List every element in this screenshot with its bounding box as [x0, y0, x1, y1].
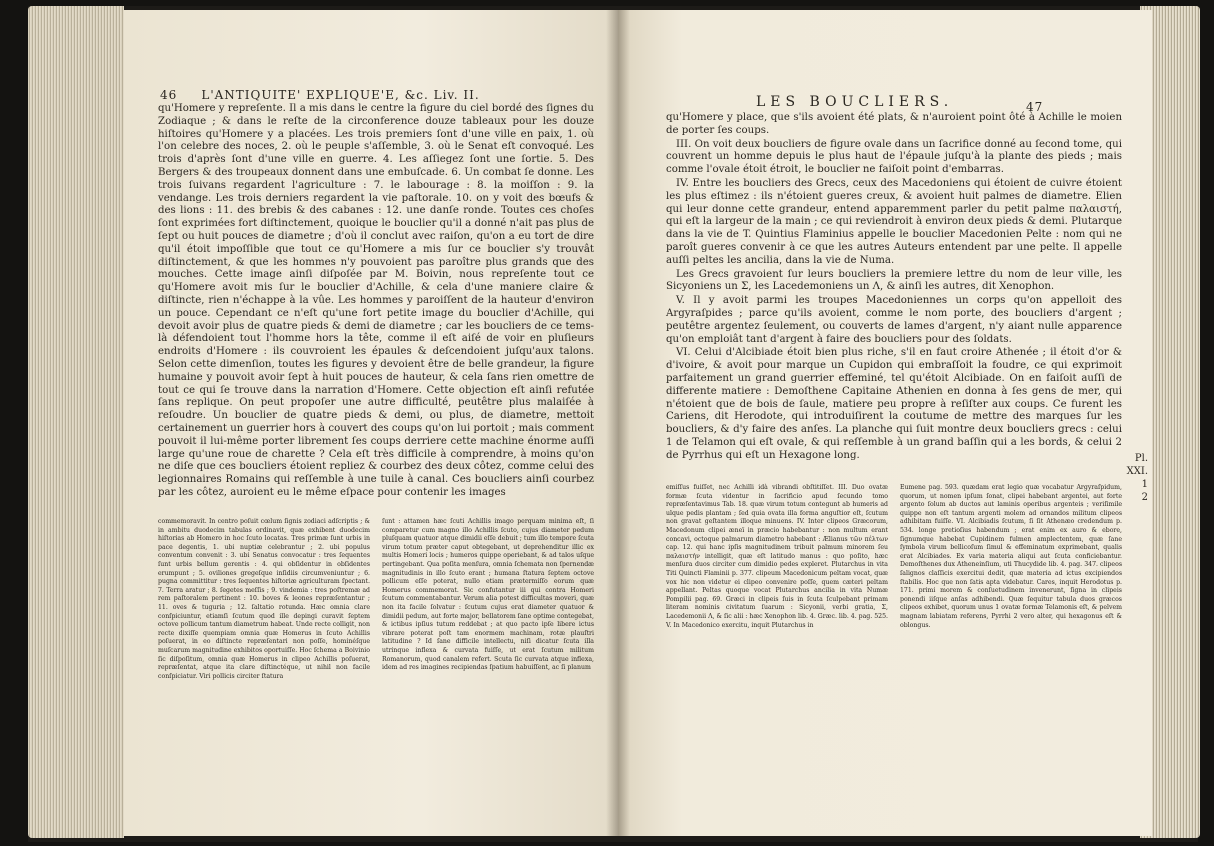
left-page: [124, 10, 618, 836]
right-margin-note: [1126, 452, 1148, 504]
left-body-paragraph: qu'Homere y repreſente. Il a mis dans le centre la figure du ciel bordé des ſignes du Zodiaque ; & dans le reſte de la circonference douze tableaux pour les douze hiſtoires qu'Homere y a placées. Les trois premiers ſont d'une ville en paix, 1. où l'on celebre des noces, 2. où le peuple s'aſſemble, 3. où le Senat eſt convoqué. Les trois d'après ſont d'une ville en guerre. 4. Les aſſiegez ſont une ſortie. 5. Des Bergers & des troupeaux donnent dans une embuſcade. 6. Un combat ſe donne. Les trois ſuivans regardent l'agriculture : 7. le labourage : 8. la moiſſon : 9. la vendange. Les trois derniers regardent la vie paſtorale. 10. on y voit des bœufs & des lions : 11. des brebis & des cabanes : 12. une danſe ronde. Toutes ces choſes ſont exprimées fort diſtinctement, quoique le bouclier qu'il a donné n'ait pas plus de ſept ou huit pouces de diametre ; d'où il conclut avec raiſon, qu'on a eu tort de dire qu'il étoit impoſſible que tout ce qu'Homere a mis ſur ce bouclier s'y trouvât diſtinctement, & que les hommes n'y pouvoient pas paroître plus grands que des mouches. Cette image ainſi diſpoſée par M. Boivin, nous repreſente tout ce qu'Homere avoit mis ſur le bouclier d'Achille, & cela d'une maniere claire & diſtincte, rien n'échappe à la vûe. Les hommes y paroiſſent de la hauteur d'environ un pouce. Cependant ce n'eſt qu'une fort petite image du bouclier d'Achille, qui devoit avoir plus de quatre pieds & demi de diametre ; car les boucliers de ce tems-là défendoient tout l'homme hors la tête, comme il eſt aiſé de voir en pluſieurs endroits d'Homere : ils couvroient les épaules & deſcendoient juſqu'aux talons. Selon cette dimenſion, toutes les figures y devoient être de belle grandeur, la figure humaine y pouvoit avoir ſept à huit pouces de hauteur, & cela ſans rien omettre de tout ce qui ſe trouve dans la narration d'Homere. Cette objection eſt ainſi refutée ſans replique. On peut propoſer une autre difficulté, peutêtre plus malaiſée à reſoudre. Un bouclier de quatre pieds & demi, ou plus, de diametre, mettoit certainement un guerrier hors à couvert des coups qu'on lui portoit ; mais comment pouvoit il lui-même porter librement ſes coups derriere cette machine énorme auſſi large qu'une roue de charette ? Cela eſt très difficile à comprendre, à moins qu'on ne diſe que ces boucliers étoient repliez & courbez des deux côtez, comme celui des legionnaires Romains qui reſſemble à une tuile à canal. Ces boucliers ainſi courbez par les côtez, auroient eu le même eſpace pour contenir les images: [158, 103, 594, 498]
margin-figure-2: 2: [1141, 492, 1148, 503]
margin-plate-label: Pl.: [1134, 453, 1148, 464]
margin-plate-number: XXI.: [1126, 466, 1148, 477]
right-body-paragraph: III. On voit deux boucliers de figure ovale dans un ſacrifice donné au ſecond tome, qui couvrent un homme depuis le plus haut de l'épaule juſqu'à la plante des pieds ; mais comme l'ovale étoit étroit, le bouclier ne faiſoit point d'embarras.: [666, 138, 1122, 176]
right-page: [618, 10, 1152, 836]
right-footnote: Eumene pag. 593. quædam erat legio quæ vocabatur Argyraſpidum, quorum, ut nomen ipſum ſonat, clipei habebant argentei, aut forte argento ſolum ab ductos aut laminis operibus argenteis ; veriſimile quippe non eſt tantum argenti molem ad ornandos militum clipeos adhibitam fuiſſe. VI. Alcibiadis ſcutum, ſi ſit Athenæo credendum p. 534. longe pretioſius habendum ; erat enim ex auro & ebore, ſignumque habebat Cupidinem fulmen amplectentem, quæ ſane ſymbola virum bellicoſum ſimul & effeminatum exprimebant, qualis erat Alcibiades. Ex varia materia aliqui aut ſcuta conficiebantur. Demoſthenes dux Atheneinſium, uti Thucydide lib. 4. pag. 347. clipeos ſalignos claſſicis exercitui dedit, quæ materia ad ictus excipiendos ſtabilis. Hoc que non ſatis apta videbatur. Cares, inquit Herodotus p. 171. primi morem & conſuetudinem invenerunt, ſigna in clipeis ponendi iiſque anſas adhibendi. Quæ ſequitur tabula duos græcos clipeos exhibet, quorum unus 1 ovatæ formæ Telamonis eſt, & pelvem magnam labiatam referens, Pyrrhi 2 vero alter, qui hexagonus eſt & oblongus.: [900, 484, 1122, 629]
left-page-footnotes: [158, 518, 594, 681]
right-body-paragraph: qu'Homere y place, que s'ils avoient été plats, & n'auroient point ôté à Achille le moien de porter ſes coups.: [666, 112, 1122, 136]
right-body-paragraph: VI. Celui d'Alcibiade étoit bien plus riche, s'il en faut croire Athenée ; il étoit d'or & d'ivoire, & avoit pour marque un Cupidon qui embraſſoit la foudre, ce qui exprimoit parfaitement un grand guerrier effeminé, tel qu'étoit Alcibiade. On en faiſoit auſſi de differente matiere : Demoſthene Capitaine Athenien en donna à ſes gens de mer, qui n'étoient que de bois de ſaule, matiere peu propre à reſiſter aux coups. Ce furent les Cariens, dit Herodote, qui introduiſirent la coutume de mettre des marques ſur les boucliers, & d'y faire des anſes. La planche qui ſuit montre deux boucliers grecs : celui 1 de Telamon qui eſt ovale, & qui reſſemble à un grand baſſin qui a les bords, & celui 2 de Pyrrhus qui eſt un Hexagone long.: [666, 347, 1122, 461]
right-body-paragraph: IV. Entre les boucliers des Grecs, ceux des Macedoniens qui étoient de cuivre étoient les plus eſtimez : ils n'étoient gueres creux, & avoient huit palmes de diametre. Elien qui leur donne cette grandeur, entend apparemment parler du petit palme παλαιστή, qui eſt la largeur de la main ; ce qui reviendroit à environ deux pieds & demi. Plutarque dans la vie de T. Quintius Flaminius appelle le bouclier Macedonien Pelte : nom qui ne paroît gueres convenir à ce que les autres Auteurs entendent par une pelte. Il appelle auſſi peltes les ancilia, dans la vie de Numa.: [666, 177, 1122, 266]
left-page-number: 46: [160, 88, 178, 102]
left-footnote: commemoravit. In centro poſuit cœlum ſignis zodiaci adſcriptis ; & in ambitu duodecim tabulas ordinavit, quæ exhibent duodecim hiſtorias ab Homero in hoc ſcuto locatas. Tres primæ ſunt urbis in pace degentis, 1. ubi nuptiæ celebrantur ; 2. ubi populus conventum convenit : 3. ubi Senatus convocatur : tres ſequentes ſunt urbis bellum gerentis : 4. qui obſidentur in obſidentes erumpunt ; 5. oviliones gregeſque inſidiis circumveniuntur ; 6. pugna committitur : tres ſequentes hiſtoriæ agriculturam ſpectant. 7. Terra aratur ; 8. ſegetes meſſis ; 9. vindemia : tres poſtremæ ad rem paſtoralem pertinent : 10. boves & leones repræſentantur ; 11. oves & tuguria ; 12. ſaltatio rotunda. Hæc omnia clare conſpiciuntur, etiamſi ſcutum quod ille depingi curavit ſeptem octove pollicum tantum diametrum habeat. Unde recte colligit, non recte dixiſſe quempiam omnia quæ Homerus in ſcuto Achillis poſuerat, in eo diſtincte repræſentari non poſſe, hominéſque muſcarum magnitudine exhibitos oportuiſſe. Hoc ſchema a Boivinio ſic diſpoſitum, omnia quæ Homerus in clipeo Achillis poſuerat, repræſentat, atque ita clare diſtinctéque, ut nihil non facile conſpiciatur. Viri pollicis circiter ſtatura: [158, 518, 370, 680]
left-footnote: ſunt : attamen hæc ſcuti Achillis imago perquam minima eſt, ſi comparetur cum magno illo Achillis ſcuto, cujus diameter pedum pluſquam quatuor atque dimidii eſſe debuit ; tum illo tempore ſcuta virum totum præter caput obtegebant, ut deprehenditur illic ex multis Homeri locis ; humeros quippe operiebant, & ad talos uſque pertingebant. Qua poſita menſura, omnia ſchemata non ſpernendæ magnitudinis in illo ſcuto erant ; humana ſtatura ſeptem octove pollicum eſſe poterat, nullo etiam prætermiſſo eorum quæ Homerus commemorat. Sic confutantur iii qui contra Homeri ſcutum commentabantur. Verum alia potest difficultas moveri, quæ non ita facile ſolvatur : ſcutum cujus erat diameter quatuor & dimidii pedum, aut forte major, bellatorem ſane optime contegebat, & ictibus ipſius tutum reddebat ; at quo pacto ipſe libere ictus vibrare poterat poſt tam enormem machinam, rotæ plauſtri latitudine ? Id ſane difficile intellectu, niſi dicatur ſcuta illa utrinque inflexa & curvata fuiſſe, ut erat ſcutum militum Romanorum, quod canalem refert. Scuta ſic curvata atque inflexa, idem ad res imagines recipiendas ſpatium habuiſſent, ac ſi planum: [382, 518, 594, 672]
right-body-paragraph: V. Il y avoit parmi les troupes Macedoniennes un corps qu'on appelloit des Argyraſpides ; parce qu'ils avoient, comme le nom porte, des boucliers d'argent ; peutêtre argentez ſeulement, ou couverts de lames d'argent, n'y aiant nulle apparence qu'on emploiât tant d'argent à faire des boucliers pour des ſoldats.: [666, 295, 1122, 345]
margin-figure-1: 1: [1141, 479, 1148, 490]
right-footnote: emiſſus fuiſſet, nec Achilli idà vibrandi obſtitiſſet. III. Duo ovatæ formæ ſcuta videntur in ſacrificio apud ſecundo tomo repræſentavimus Tab. 18. quæ virum totum contegunt ab humeris ad ulque pedis plantam ; ſed quia ovata illa forma anguſtior eſt, ſcutum non gravat geſtantem illoque minuens. IV. Inter clipeos Græcorum, Macedonum clipei æneï in præcio habebantur : non multum erant concavi, octoque palmarum diametro habebant : Ælianus τῶν πέλτων cap. 12. qui hanc ipſis magnitudinem tribuit palmum minorem ſeu παλαιστήν intelligit, quæ eſt latitudo manus : quo poſito, hæc menſura duos circiter cum dimidio pedes expleret. Plutarchus in vita Titi Quincti Flaminii p. 377. clipeum Macedonicum peltam vocat, quæ vox hic non videtur ei clipeo convenire poſſe, quem cæteri peltam appellant. Peltas quoque vocat Plutarchus ancilia in vita Numæ Pompilii pag. 69. Græci in clipeis ſuis in ſcuta ſculpebant primam literam nominis civitatum ſuarum : Sicyonii, verbi gratia, Σ, Lacedemonii Λ, & ſic alii : hæc Xenophon lib. 4. Græc. lib. 4. pag. 525. V. In Macedonico exercitu, inquit Plutarchus in: [666, 484, 888, 629]
left-page-title: L'ANTIQUITE' EXPLIQUE'E, &c. Liv. II.: [201, 88, 480, 102]
right-page-footnotes: [666, 484, 1122, 632]
left-running-head: [160, 88, 480, 102]
right-body-paragraph: Les Grecs gravoient ſur leurs boucliers la premiere lettre du nom de leur ville, les Sicyoniens un Σ, les Lacedemoniens un Λ, & ainſi les autres, dit Xenophon.: [666, 268, 1122, 293]
left-page-body: [158, 103, 594, 501]
right-page-number: 47: [1026, 100, 1044, 114]
right-page-title: LES BOUCLIERS.: [756, 94, 954, 110]
book-gutter: [606, 10, 630, 836]
left-page-edges: [28, 6, 124, 838]
right-page-body: [666, 112, 1122, 464]
